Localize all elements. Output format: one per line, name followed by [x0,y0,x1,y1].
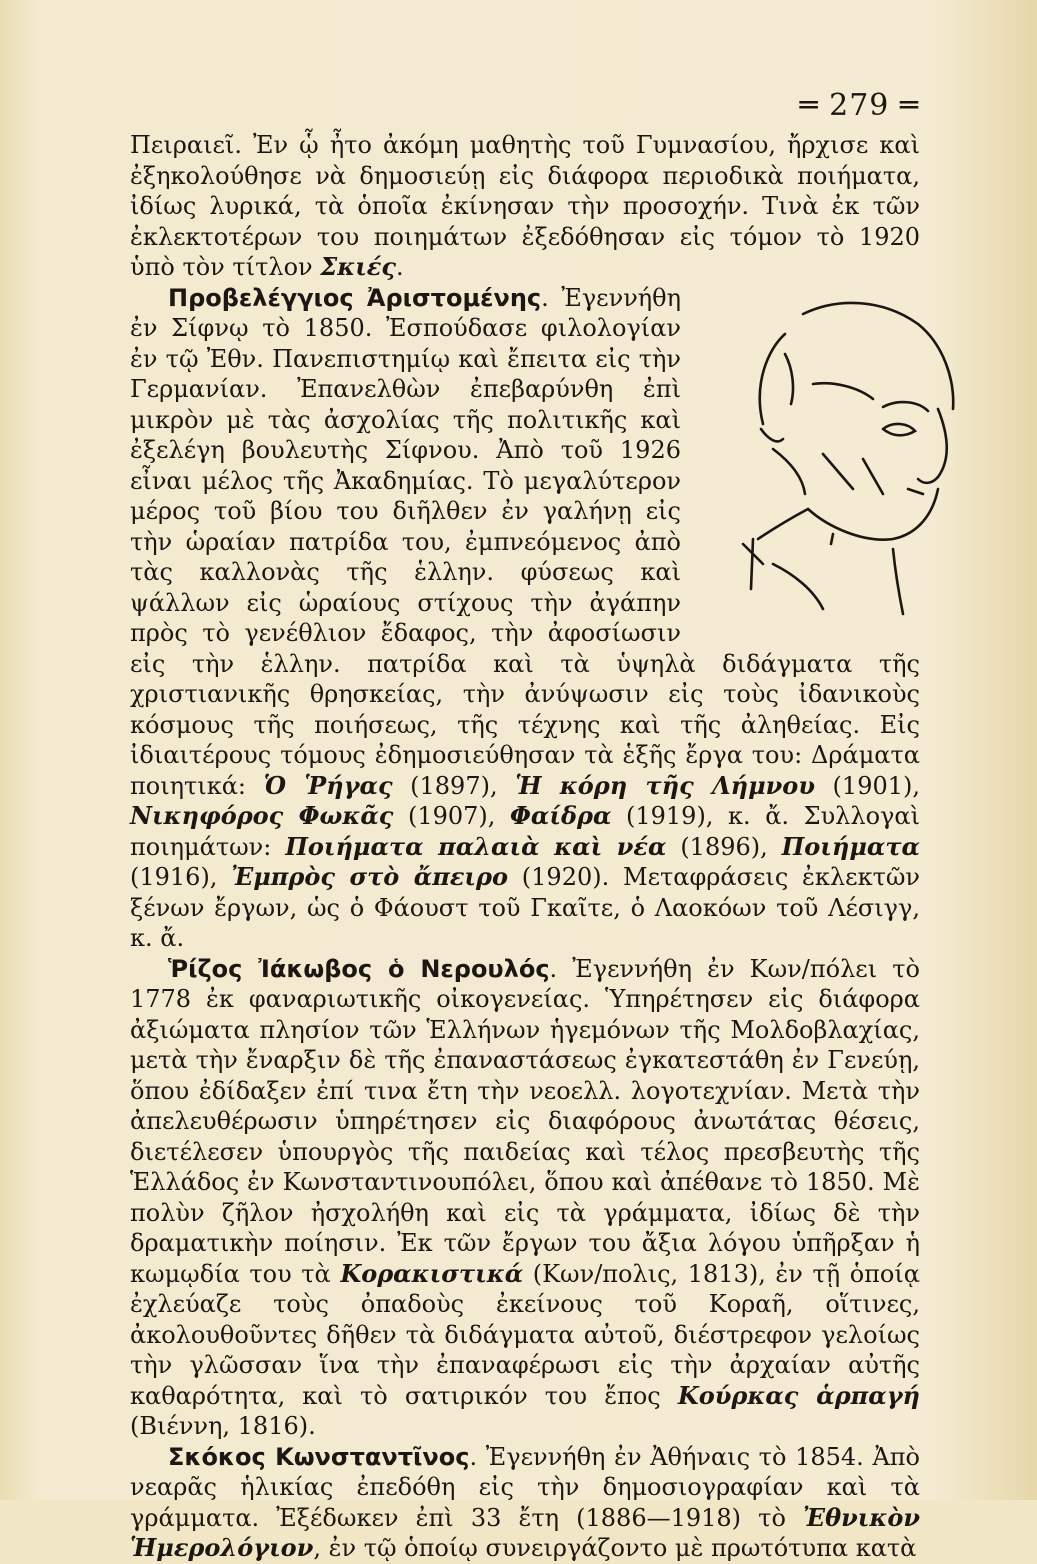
work-title: Ὁ Ῥήγας [263,770,393,800]
entry-text: (1896), [666,832,782,861]
page-number-value: 279 [829,88,890,123]
work-title: Ποιήματα [781,831,920,861]
entry-text: (1907), [393,802,510,830]
intro-paragraph [130,130,920,283]
work-title: Ποιήματα παλαιὰ καὶ νέα [285,831,667,861]
entry-text: (1897), [392,771,516,800]
entry-text: (1920). Μεταφράσεις ἐκλεκτῶν ξένων ἔργων, ὡς ὁ Φάουστ τοῦ Γκαῖτε, ὁ Λαοκόων τοῦ Λέσιγγ, κ. ἄ. [130,863,921,952]
entry-rizos [130,954,920,1442]
work-title: Ἐμπρὸς στὸ ἄπειρο [231,862,509,891]
entry-text: , ἐν τῷ ὁποίῳ συνειργάζοντο μὲ πρωτότυπα κατὰ [313,1534,917,1562]
work-title: Ἡ κόρη τῆς Λήμνου [515,770,815,800]
entry-text: . Ἐγεννήθη ἐν Ἀθήναις τὸ 1854. Ἀπὸ νεαρᾶς ἡλικίας ἐπεδόθη εἰς τὴν δημοσιογραφίαν καὶ τὰ γράμματα. Ἐξέδωκεν ἐπὶ 33 ἔτη (1886—1918) τὸ [130,1442,921,1532]
work-title: Νικηφόρος Φωκᾶς [130,801,394,830]
work-title: Κορακιστικά [340,1258,524,1288]
work-title: Σκιές [320,252,397,281]
work-title: Κούρκας ἁρπαγή [677,1380,920,1410]
entry-text: (1901), [814,771,920,800]
entry-text: (1919), κ. ἄ. Συλλογαὶ ποιημάτων: [130,802,920,861]
work-title: Ἐθνικὸν Ἡμερολόγιον [130,1502,920,1562]
entry-skokos [130,1442,920,1564]
entry-heading: Προβελέγγιος Ἀριστομένης [168,283,542,312]
entry-text: . Ἐγεννήθη ἐν Κων/πόλει τὸ 1778 ἐκ φαναριωτικῆς οἰκογενείας. Ὑπηρέτησεν εἰς διάφορα ἀξιώματα πλησίον τῶν Ἑλλήνων ἡγεμόνων τῆς Μολδοβλαχίας, μετὰ τὴν ἔναρξιν δὲ τῆς ἐπαναστάσεως ἐγκατεστάθη ἐν Γενεύῃ, ὅπου ἐδίδαξεν ἐπί τινα ἔτη τὴν νεοελλ. λογοτεχνίαν. Μετὰ τὴν ἀπελευθέρωσιν ὑπηρέτησεν εἰς διαφόρους ἀνωτάτας θέσεις, διετέλεσεν ὑπουργὸς τῆς παιδείας καὶ τέλος πρεσβευτὴς τῆς Ἑλλάδος ἐν Κωνσταντινουπόλει, ὅπου καὶ ἀπέθανε τὸ 1850. Μὲ πολὺν ζῆλον ἠσχολήθη καὶ εἰς τὰ γράμματα, ἰδίως δὲ τὴν δραματικὴν ποίησιν. Ἐκ τῶν ἔργων του ἄξια λόγου ὑπῆρξαν ἡ κωμῳδία του τὰ [130,954,920,1288]
entry-text: (Βιέννη, 1816). [130,1412,316,1440]
intro-end: . [396,253,404,281]
work-title: Φαίδρα [510,801,612,830]
entry-text: . Ἐγεννήθη ἐν Σίφνῳ τὸ 1850. Ἐσπούδασε φιλολογίαν ἐν τῷ Ἐθν. Πανεπιστημίῳ καὶ ἔπειτα εἰς τὴν Γερμανίαν. Ἐπανελθὼν ἐπεβαρύνθη ἐπὶ μικρὸν μὲ τὰς ἀσχολίας τῆς πολιτικῆς καὶ ἐξελέγη βουλευτὴς Σίφνου. Ἀπὸ τοῦ 1926 εἶναι μέλος τῆς Ἀκαδημίας. Τὸ μεγαλύτερον μέρος τοῦ βίου του διῆλθεν ἐν γαλήνῃ εἰς τὴν ὡραίαν πατρίδα του, ἐμπνεόμενος ἀπὸ τὰς καλλονὰς τῆς ἑλλην. φύσεως καὶ ψάλλων εἰς ὡραίους στίχους τὴν ἀγάπην πρὸς τὸ γενέθλιον ἔδαφος, τὴν ἀφοσίωσιν εἰς τὴν ἑλλην. πατρίδα καὶ τὰ ὑψηλὰ διδάγματα τῆς χριστιανικῆς θρησκείας, τὴν ἀνύψωσιν εἰς τοὺς ἰδανικοὺς κόσμους τῆς ποιήσεως, τῆς τέχνης καὶ τῆς ἀληθείας. Εἰς ἰδιαιτέρους τόμους ἐδημοσιεύθησαν τὰ ἑξῆς ἔργα του: Δράματα ποιητικά: [130,283,920,800]
intro-text: Πειραιεῖ. Ἐν ᾧ ἦτο ἀκόμη μαθητὴς τοῦ Γυμνασίου, ἤρχισε καὶ ἐξηκολούθησε νὰ δημοσιεύῃ εἰς διάφορα περιοδικὰ ποιήματα, ἰδίως λυρικά, τὰ ὁποῖα ἐκίνησαν τὴν προσοχήν. Τινὰ ἐκ τῶν ἐκλεκτοτέρων του ποιημάτων ἐξεδόθησαν εἰς τόμον τὸ 1920 ὑπὸ τὸν τίτλον [130,131,920,281]
entry-provelengios [130,283,920,954]
entry-heading: Σκόκος Κωνσταντῖνος [168,1442,470,1471]
entry-text: (1916), [130,863,232,891]
page-number: ═ 279 ═ [799,88,919,123]
portrait-drawing [733,289,968,619]
body-text [130,130,920,1564]
entry-heading: Ῥίζος Ἰάκωβος ὁ Νερουλός [168,954,550,983]
portrait-sketch [695,289,930,619]
entry-text: (Κων/πολις, 1813), ἐν τῇ ὁποίᾳ ἐχλεύαζε τοὺς ὀπαδοὺς ἐκείνους τοῦ Κοραῆ, οἵτινες, ἀκολουθοῦντες δῆθεν τὰ διδάγματα αὐτοῦ, διέστρεφον γελοίως τὴν γλῶσσαν ἵνα τὴν ἐπαναφέρωσι εἰς τὴν ἀρχαίαν αὐτῆς καθαρότητα, καὶ τὸ σατιρικόν του ἔπος [130,1259,920,1410]
